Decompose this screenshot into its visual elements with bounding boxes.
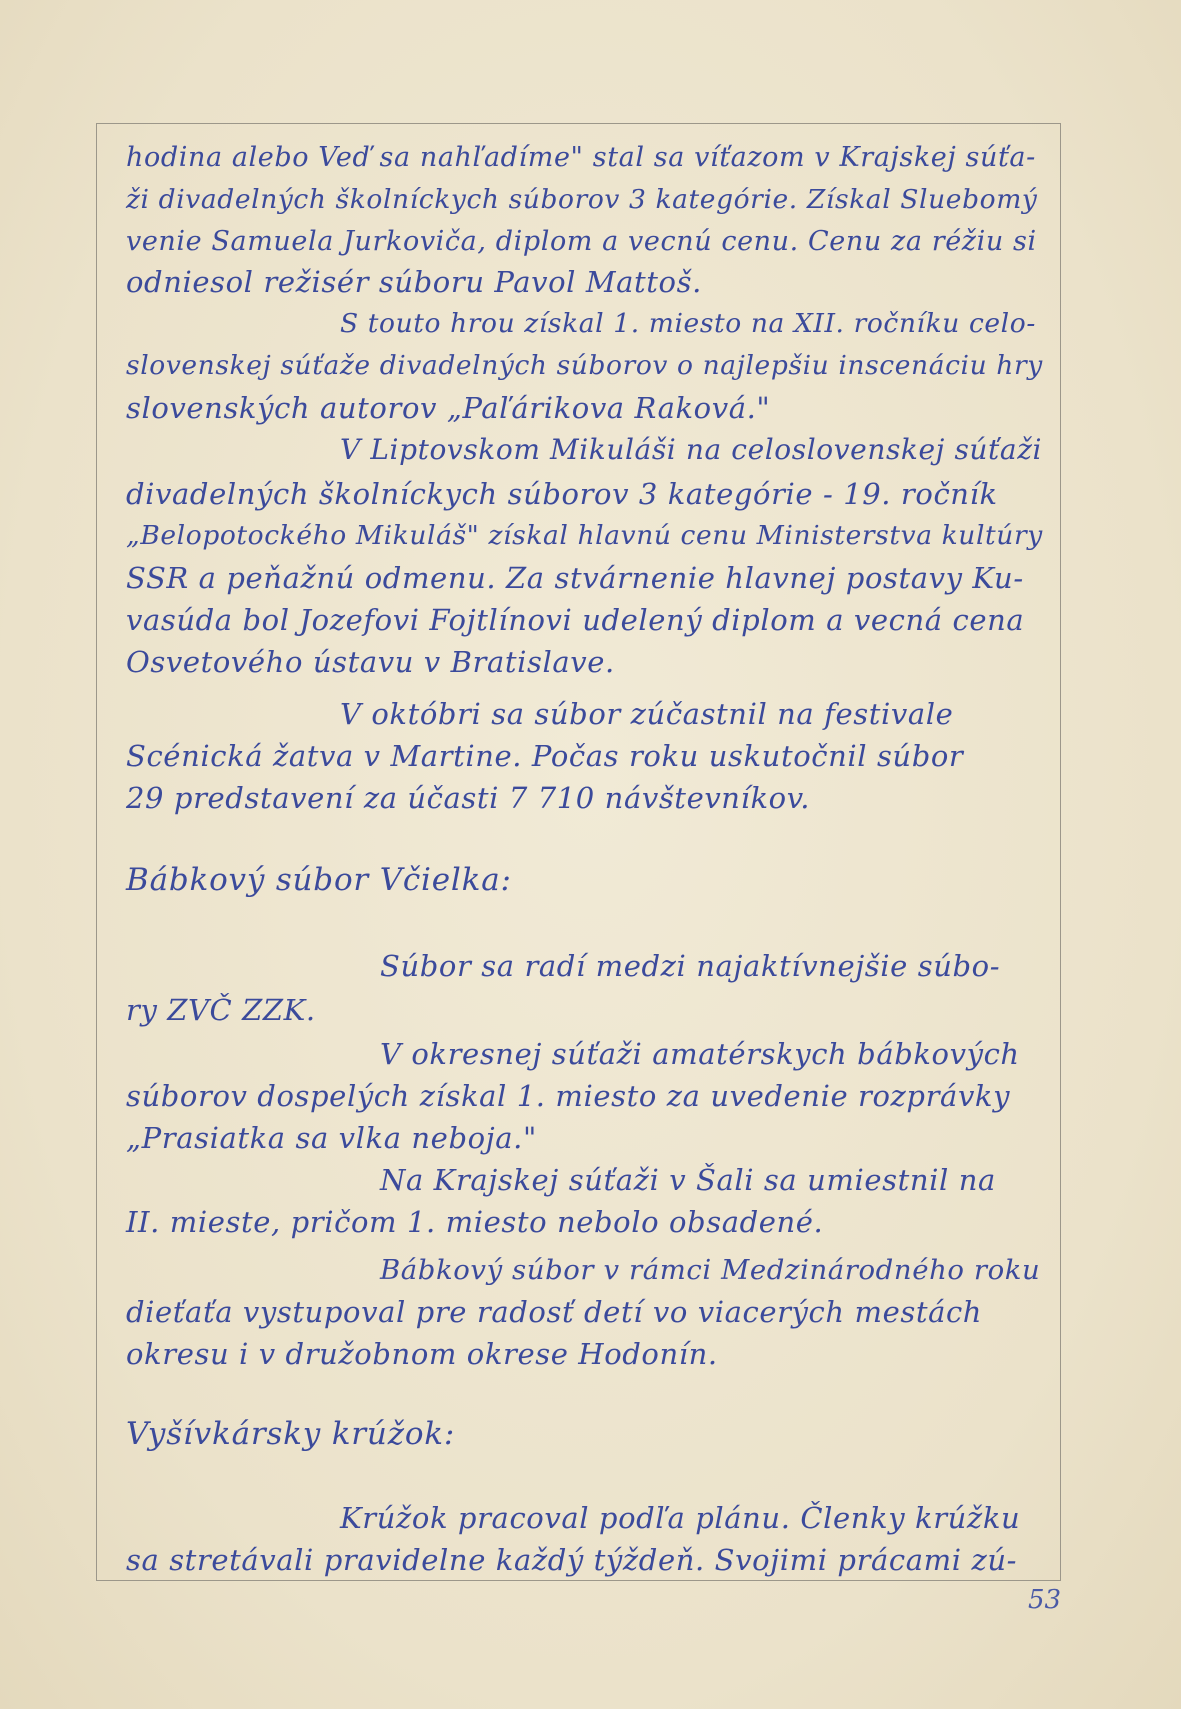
text-line: V okresnej súťaži amatérskych bábkových [380,1037,1020,1071]
section-heading-babkovy-subor: Bábkový súbor Včielka: [126,862,512,898]
text-line: slovenských autorov „Paľárikova Raková." [126,391,771,425]
text-line: V októbri sa súbor zúčastnil na festivale [340,697,954,731]
text-line: Scénická žatva v Martine. Počas roku uskutočnil súbor [126,739,964,773]
text-line: II. mieste, pričom 1. miesto nebolo obsadené. [126,1205,824,1239]
text-line: „Belopotockého Mikuláš" získal hlavnú cenu Ministerstva kultúry [126,520,1043,551]
text-line: S touto hrou získal 1. miesto na XII. ročníku celo- [340,308,1036,339]
text-line: dieťaťa vystupoval pre radosť detí vo viacerých mestách [126,1295,983,1329]
text-line: vasúda bol Jozefovi Fojtlínovi udelený diplom a vecná cena [126,603,1025,637]
text-line: V Liptovskom Mikuláši na celoslovenskej súťaži [340,433,1043,466]
text-line: Na Krajskej súťaži v Šali sa umiestnil na [380,1163,996,1197]
text-line: okresu i v družobnom okrese Hodonín. [126,1337,718,1371]
text-line: venie Samuela Jurkoviča, diplom a vecnú cenu. Cenu za réžiu si [126,226,1037,257]
page-number: 53 [1028,1585,1062,1615]
text-line: ry ZVČ ZZK. [126,993,316,1027]
text-line: slovenskej súťaže divadelných súborov o najlepšiu inscenáciu hry [126,350,1043,381]
text-line: hodina alebo Veď sa nahľadíme" stal sa víťazom v Krajskej súťa- [126,142,1036,173]
text-line: Osvetového ústavu v Bratislave. [126,645,615,679]
text-line: súborov dospelých získal 1. miesto za uvedenie rozprávky [126,1079,1011,1113]
text-line: divadelných školníckych súborov 3 kategórie - 19. ročník [126,477,998,511]
text-line: SSR a peňažnú odmenu. Za stvárnenie hlavnej postavy Ku- [126,561,1024,595]
text-line: 29 predstavení za účasti 7 710 návštevníkov. [126,781,811,815]
text-line: Krúžok pracoval podľa plánu. Členky krúžku [340,1501,1021,1535]
text-line: ži divadelných školníckych súborov 3 kategórie. Získal Sluebomý [126,184,1038,215]
section-heading-vysivkarsky-kruzok: Vyšívkársky krúžok: [126,1416,456,1452]
text-line: sa stretávali pravidelne každý týždeň. Svojimi prácami zú- [126,1543,1017,1577]
text-line: odniesol režisér súboru Pavol Mattoš. [126,265,702,299]
text-line: Bábkový súbor v rámci Medzinárodného roku [380,1254,1041,1286]
text-line: Súbor sa radí medzi najaktívnejšie súbo- [380,949,1001,983]
text-line: „Prasiatka sa vlka neboja." [126,1121,537,1155]
